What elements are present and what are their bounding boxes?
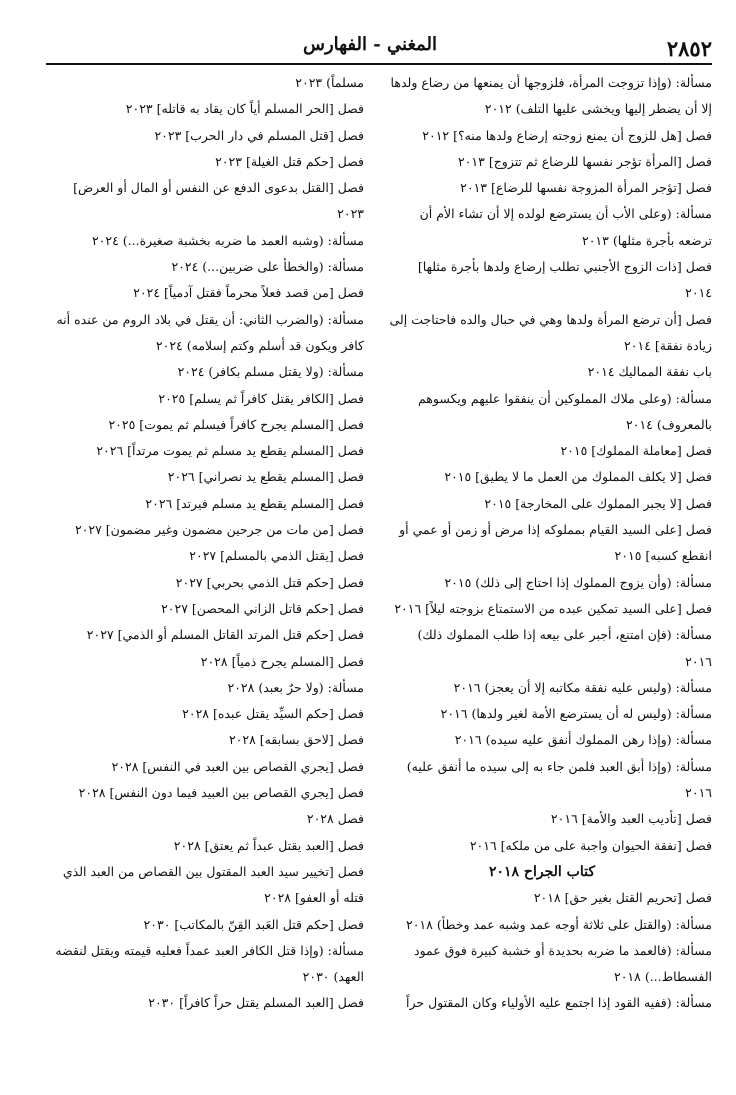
index-entry-line: مسألة: (ففيه القود إذا اجتمع عليه الأولياء وكان المقتول حراً (406, 995, 712, 1011)
index-entry-line: مسألة: (فالعمد ما ضربه بحديدة أو خشبة كبيرة فوق عمود (414, 942, 712, 958)
index-entry-line: فصل [المسلم يقطع يد نصراني] ٢٠٢٦ (167, 469, 364, 485)
index-entry-line: فصل [قتل المسلم في دار الحرب] ٢٠٢٣ (154, 127, 364, 143)
index-entry-line: فصل [معاملة المملوك] ٢٠١٥ (560, 443, 712, 459)
index-entry-line: فصل [الكافر يقتل كافراً ثم يسلم] ٢٠٢٥ (158, 390, 364, 406)
index-entry-line: فصل [لاحق بسابقه] ٢٠٢٨ (228, 732, 364, 748)
index-entry-line: فصل [على السيد تمكين عبده من الاستمتاع بزوجته ليلاً] ٢٠١٦ (394, 600, 712, 616)
index-entry-line: باب نفقة المماليك ٢٠١٤ (587, 364, 712, 380)
index-entry-line: فصل [المسلم يقطع يد مسلم فيرتد] ٢٠٢٦ (145, 495, 364, 511)
index-entry-line: مسألة: (ولا يقتل مسلم بكافر) ٢٠٢٤ (177, 364, 364, 380)
index-entry-line: ترضعه بأجرة مثلها) ٢٠١٣ (581, 232, 712, 248)
section-heading: كتاب الجراح ٢٠١٨ (488, 863, 595, 880)
index-entry-line: فصل [العبد المسلم يقتل حراً كافراً] ٢٠٣٠ (148, 995, 364, 1011)
index-entry-line: ٢٠١٦ (685, 653, 712, 669)
index-entry-line: مسألة: (وإذا أبق العبد فلمن جاء به إلى سيده ما أنفق عليه) (406, 758, 712, 774)
index-entry-line: مسألة: (وعلى الأب أن يسترضع لولده إلا أن تشاء الأم أن (419, 206, 712, 222)
index-entry-line: فصل [الحر المسلم أياً كان يقاد به قاتله] ٢٠٢٣ (125, 101, 364, 117)
index-entry-line: مسألة: (والخطأ على ضربين...) ٢٠٢٤ (171, 259, 364, 275)
index-entry-line: مسألة: (والضرب الثاني: أن يقتل في بلاد الروم من عنده أنه (56, 311, 364, 327)
index-entry-line: مسألة: (فإن امتنع، أجبر على بيعه إذا طلب المملوك ذلك) (417, 627, 712, 643)
index-column-right (372, 70, 712, 1017)
index-entry-line: مسألة: (وشبه العمد ما ضربه بخشبة صغيرة...) ٢٠٢٤ (91, 232, 364, 248)
running-title: المغني - الفهارس (302, 34, 438, 55)
index-entry-line: فصل [حكم السيِّد يقتل عبده] ٢٠٢٨ (182, 706, 364, 722)
index-entry-line: بالمعروف) ٢٠١٤ (626, 416, 712, 432)
index-entry-line: فصل [من مات من جرحين مضمون وغير مضمون] ٢٠٢٧ (74, 522, 364, 538)
index-entry-line: مسألة: (ولا حرٌ بعبد) ٢٠٢٨ (227, 679, 364, 695)
index-entry-line: مسألة: (وأن يزوج المملوك إذا احتاج إلى ذلك) ٢٠١٥ (444, 574, 712, 590)
index-entry-line: فصل [يجري القصاص بين العبد في النفس] ٢٠٢٨ (111, 758, 364, 774)
index-entry-line: فصل [تؤجر المرأة المزوجة نفسها للرضاع] ٢٠١٣ (460, 180, 712, 196)
index-entry-line: مسلماً) ٢٠٢٣ (295, 75, 364, 90)
index-entry-line: فصل [حكم قتل الغيلة] ٢٠٢٣ (215, 153, 364, 169)
index-entry-line: مسألة: (وليس عليه نفقة مكاتبه إلا أن يعجز) ٢٠١٦ (453, 679, 712, 695)
index-entry-line: فصل [تأديب العبد والأمة] ٢٠١٦ (550, 811, 712, 827)
index-entry-line: فصل [المرأة تؤجر نفسها للرضاع ثم تتزوج] ٢٠١٣ (458, 153, 712, 169)
index-entry-line: ٢٠٢٣ (337, 206, 364, 222)
index-entry-line: فصل [المسلم يجرح ذمياً] ٢٠٢٨ (200, 653, 364, 669)
index-entry-line: فصل [لا يجبر المملوك على المخارجة] ٢٠١٥ (484, 495, 712, 511)
index-entry-line: فصل [حكم قتل الذمي بحربي] ٢٠٢٧ (175, 574, 364, 590)
index-entry-line: مسألة: (والقتل على ثلاثة أوجه عمد وشبه عمد وخطأ) ٢٠١٨ (405, 916, 712, 932)
index-entry-line: زيادة نفقة] ٢٠١٤ (624, 337, 712, 353)
index-entry-line: فصل [تخيير سيد العبد المقتول بين القصاص من العبد الذي (62, 863, 364, 879)
index-entry-line: فصل [من قصد فعلاً محرماً فقتل آدمياً] ٢٠٢٤ (133, 285, 364, 301)
index-entry-line: ٢٠١٦ (685, 785, 712, 801)
index-entry-line: فصل [القتل بدعوى الدفع عن النفس أو المال أو العرض] (73, 180, 364, 196)
index-entry-line: فصل [يجري القصاص بين العبيد فيما دون النفس] ٢٠٢٨ (78, 785, 364, 801)
index-entry-line: قتله أو العفو] ٢٠٢٨ (264, 890, 364, 906)
index-entry-line: مسألة: (وإذا رهن المملوك أنفق عليه سيده) ٢٠١٦ (454, 732, 712, 748)
index-entry-line: فصل [هل للزوج أن يمنع زوجته إرضاع ولدها منه؟] ٢٠١٢ (422, 127, 712, 143)
index-entry-line: العهد) ٢٠٣٠ (302, 969, 364, 985)
index-entry-line: فصل [يقتل الذمي بالمسلم] ٢٠٢٧ (189, 548, 364, 564)
index-entry-line: فصل [المسلم يجرح كافراً فيسلم ثم يموت] ٢٠٢٥ (108, 416, 364, 432)
index-entry-line: فصل [حكم قاتل الزاني المحصن] ٢٠٢٧ (161, 600, 364, 616)
index-entry-line: مسألة: (وعلى ملاك المملوكين أن ينفقوا عليهم ويكسوهم (417, 390, 712, 406)
index-entry-line: فصل [لا يكلف المملوك من العمل ما لا يطيق] ٢٠١٥ (444, 469, 712, 485)
index-entry-line: الفسطاط...) ٢٠١٨ (613, 969, 712, 985)
index-entry-line: فصل [أن ترضع المرأة ولدها وهي في حبال والده فاحتاجت إلى (389, 311, 712, 327)
header-rule (46, 63, 712, 65)
index-entry-line: فصل [حكم قتل العَبد القِنّ بالمكاتب] ٢٠٣٠ (143, 916, 364, 932)
index-entry-line: فصل ٢٠٢٨ (306, 811, 364, 827)
page-number: ٢٨٥٢ (666, 36, 712, 61)
index-entry-line: مسألة: (وإذا تزوجت المرأة، فلزوجها أن يمنعها من رضاع ولدها (390, 75, 712, 90)
index-entry-line: مسألة: (وإذا قتل الكافر العبد عمداً فعليه قيمته ويقتل لنقضه (55, 942, 364, 958)
index-entry-line: فصل [نفقة الحيوان واجبة على من ملكه] ٢٠١٦ (469, 837, 712, 853)
index-entry-line: انقطع كسبه] ٢٠١٥ (614, 548, 712, 564)
index-entry-line: فصل [تحريم القتل بغير حق] ٢٠١٨ (533, 890, 712, 906)
index-entry-line: مسألة: (وليس له أن يسترضع الأمة لغير ولدها) ٢٠١٦ (440, 706, 712, 722)
index-entry-line: إلا أن يضطر إليها ويخشى عليها التلف) ٢٠١٢ (484, 101, 712, 117)
index-entry-line: فصل [ذات الزوج الأجنبي تطلب إرضاع ولدها بأجرة مثلها] (417, 259, 712, 275)
index-entry-line: فصل [على السيد القيام بمملوكه إذا مرض أو زمن أو عمي أو (399, 522, 712, 538)
index-entry-line: فصل [المسلم يقطع يد مسلم ثم يموت مرتداً] ٢٠٢٦ (96, 443, 364, 459)
index-entry-line: ٢٠١٤ (685, 285, 712, 301)
index-entry-line: فصل [حكم قتل المرتد القاتل المسلم أو الذمي] ٢٠٢٧ (86, 627, 364, 643)
index-column-left (46, 70, 364, 1017)
index-entry-line: فصل [العبد يقتل عبداً ثم يعتق] ٢٠٢٨ (173, 837, 364, 853)
index-entry-line: كافر ويكون قد أسلم وكتم إسلامه) ٢٠٢٤ (155, 337, 364, 353)
